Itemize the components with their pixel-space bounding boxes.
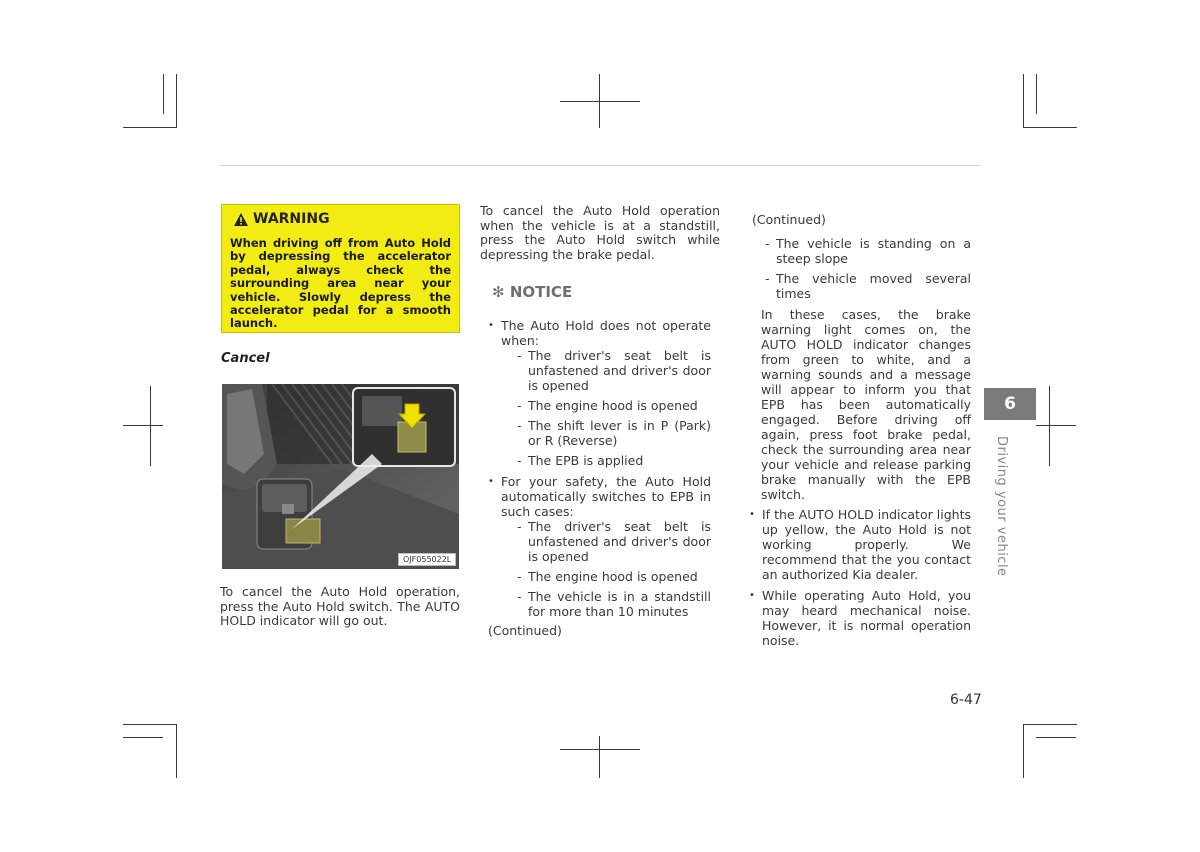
continued-list <box>749 236 971 648</box>
sub-item: - The engine hood is opened <box>517 569 711 584</box>
image-caption: OJF055022L <box>398 553 456 566</box>
list-item <box>488 474 711 619</box>
standstill-paragraph: To cancel the Auto Hold operation when the vehicle is at a standstill, press the Auto Hold switch while depressing the brake pedal. <box>480 203 720 262</box>
cancel-heading: Cancel <box>221 351 270 366</box>
bullet-text: The Auto Hold does not operate when: <box>501 318 711 348</box>
notice-title: NOTICE <box>509 283 573 301</box>
warning-box <box>221 204 460 333</box>
warning-heading <box>234 211 451 227</box>
continued-label: (Continued) <box>752 212 826 227</box>
list-item: • If the AUTO HOLD indicator lights up yellow, the Auto Hold is not working properly. We recommend that the you contact an authorized Kia dealer. <box>749 507 971 582</box>
warning-title: WARNING <box>253 211 330 227</box>
auto-hold-switch-photo <box>222 384 459 569</box>
sub-item: - The shift lever is in P (Park) or R (Reverse) <box>517 418 711 448</box>
cancel-paragraph: To cancel the Auto Hold operation, press the Auto Hold switch. The AUTO HOLD indicator will go out. <box>220 584 460 629</box>
header-rule <box>220 165 980 166</box>
notice-icon: ✻ <box>492 283 505 301</box>
warning-text: When driving off from Auto Hold by depressing the accelerator pedal, always check the surrounding area near your vehicle. Slowly depress the accelerator pedal for a smooth launch. <box>230 236 451 331</box>
warning-light-paragraph: In these cases, the brake warning light comes on, the AUTO HOLD indicator changes from green to white, and a warning sounds and a message will appear to inform you that EPB has been automatically engaged. Before driving off again, press foot brake pedal, check the surrounding area near your vehicle and release parking brake manually with the EPB switch. <box>761 307 971 502</box>
chapter-number: 6 <box>1004 394 1016 414</box>
sub-item: - The vehicle moved several times <box>765 271 971 301</box>
continued-label: (Continued) <box>488 623 562 638</box>
sub-item: - The driver's seat belt is unfastened and driver's door is opened <box>517 348 711 393</box>
sub-item: - The vehicle is in a standstill for more than 10 minutes <box>517 589 711 619</box>
chapter-title: Driving your vehicle <box>994 436 1009 577</box>
list-item: • While operating Auto Hold, you may heard mechanical noise. However, it is normal operation noise. <box>749 588 971 648</box>
notice-list <box>488 318 711 638</box>
sub-item: - The EPB is applied <box>517 453 711 468</box>
page-number: 6-47 <box>950 692 982 708</box>
warning-triangle-icon <box>234 213 248 226</box>
sub-item: - The driver's seat belt is unfastened and driver's door is opened <box>517 519 711 564</box>
bullet-text: For your safety, the Auto Hold automatically switches to EPB in such cases: <box>501 474 711 519</box>
notice-heading <box>492 283 572 301</box>
chapter-tab <box>984 388 1036 420</box>
list-item <box>488 318 711 468</box>
sub-item: - The engine hood is opened <box>517 398 711 413</box>
sub-item: - The vehicle is standing on a steep slope <box>765 236 971 266</box>
